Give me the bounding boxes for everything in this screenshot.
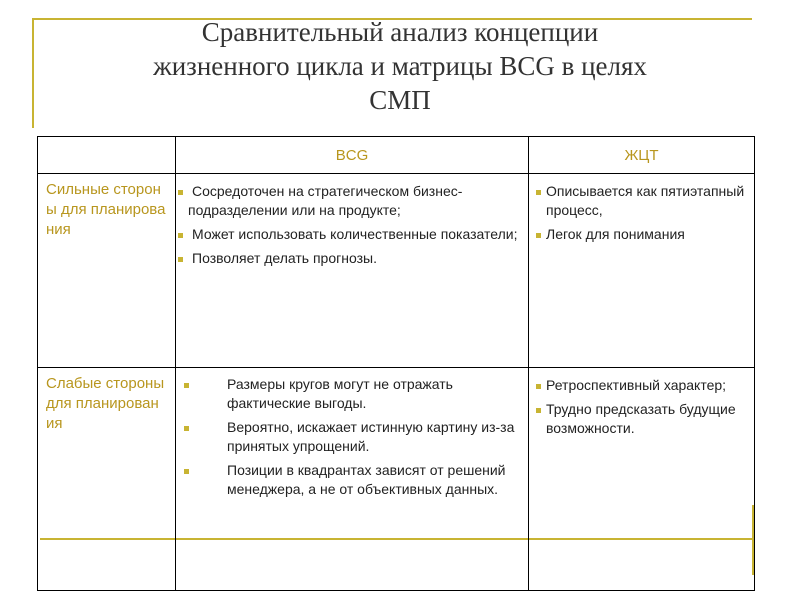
bullet-square-icon bbox=[536, 408, 541, 413]
bullet-square-icon bbox=[178, 257, 183, 262]
list-item: Ретроспективный характер; bbox=[536, 376, 748, 395]
bullet-square-icon bbox=[184, 383, 189, 388]
header-bcg: BCG bbox=[176, 137, 529, 174]
list-item: Позиции в квадрантах зависят от решений менеджера, а не от объективных данных. bbox=[184, 461, 522, 499]
list-item: Может использовать количественные показатели; bbox=[178, 225, 522, 244]
bullet-square-icon bbox=[536, 384, 541, 389]
list-item: Легок для понимания bbox=[536, 225, 748, 244]
strengths-bcg-cell bbox=[176, 174, 529, 368]
slide-title bbox=[90, 15, 710, 117]
table-header-row bbox=[38, 137, 755, 174]
strengths-jct-cell bbox=[529, 174, 755, 368]
row-label-weaknesses: Слабые стороны для планирования bbox=[38, 368, 176, 591]
bullet-square-icon bbox=[178, 233, 183, 238]
bullet-square-icon bbox=[184, 469, 189, 474]
list-item: Размеры кругов могут не отражать фактические выгоды. bbox=[184, 375, 522, 413]
bullet-square-icon bbox=[536, 190, 541, 195]
comparison-table bbox=[37, 136, 755, 591]
bullet-square-icon bbox=[536, 233, 541, 238]
weaknesses-bcg-cell bbox=[176, 368, 529, 591]
title-line-2: жизненного цикла и матрицы BCG в целях bbox=[153, 51, 647, 81]
bullet-square-icon bbox=[178, 190, 183, 195]
title-line-3: СМП bbox=[369, 85, 431, 115]
row-label-strengths: Сильные стороны для планирования bbox=[38, 174, 176, 368]
decorative-line-left bbox=[32, 18, 34, 128]
list-item: Трудно предсказать будущие возможности. bbox=[536, 400, 748, 438]
list-item: Описывается как пятиэтапный процесс, bbox=[536, 182, 748, 220]
bullet-square-icon bbox=[184, 426, 189, 431]
header-empty-cell bbox=[38, 137, 176, 174]
title-line-1: Сравнительный анализ концепции bbox=[201, 17, 599, 47]
header-jct: ЖЦТ bbox=[529, 137, 755, 174]
list-item: Вероятно, искажает истинную картину из-за принятых упрощений. bbox=[184, 418, 522, 456]
weaknesses-jct-cell bbox=[529, 368, 755, 591]
list-item: Сосредоточен на стратегическом бизнес-подразделении или на продукте; bbox=[178, 182, 522, 220]
list-item: Позволяет делать прогнозы. bbox=[178, 249, 522, 268]
table-row-strengths bbox=[38, 174, 755, 368]
table-row-weaknesses bbox=[38, 368, 755, 591]
